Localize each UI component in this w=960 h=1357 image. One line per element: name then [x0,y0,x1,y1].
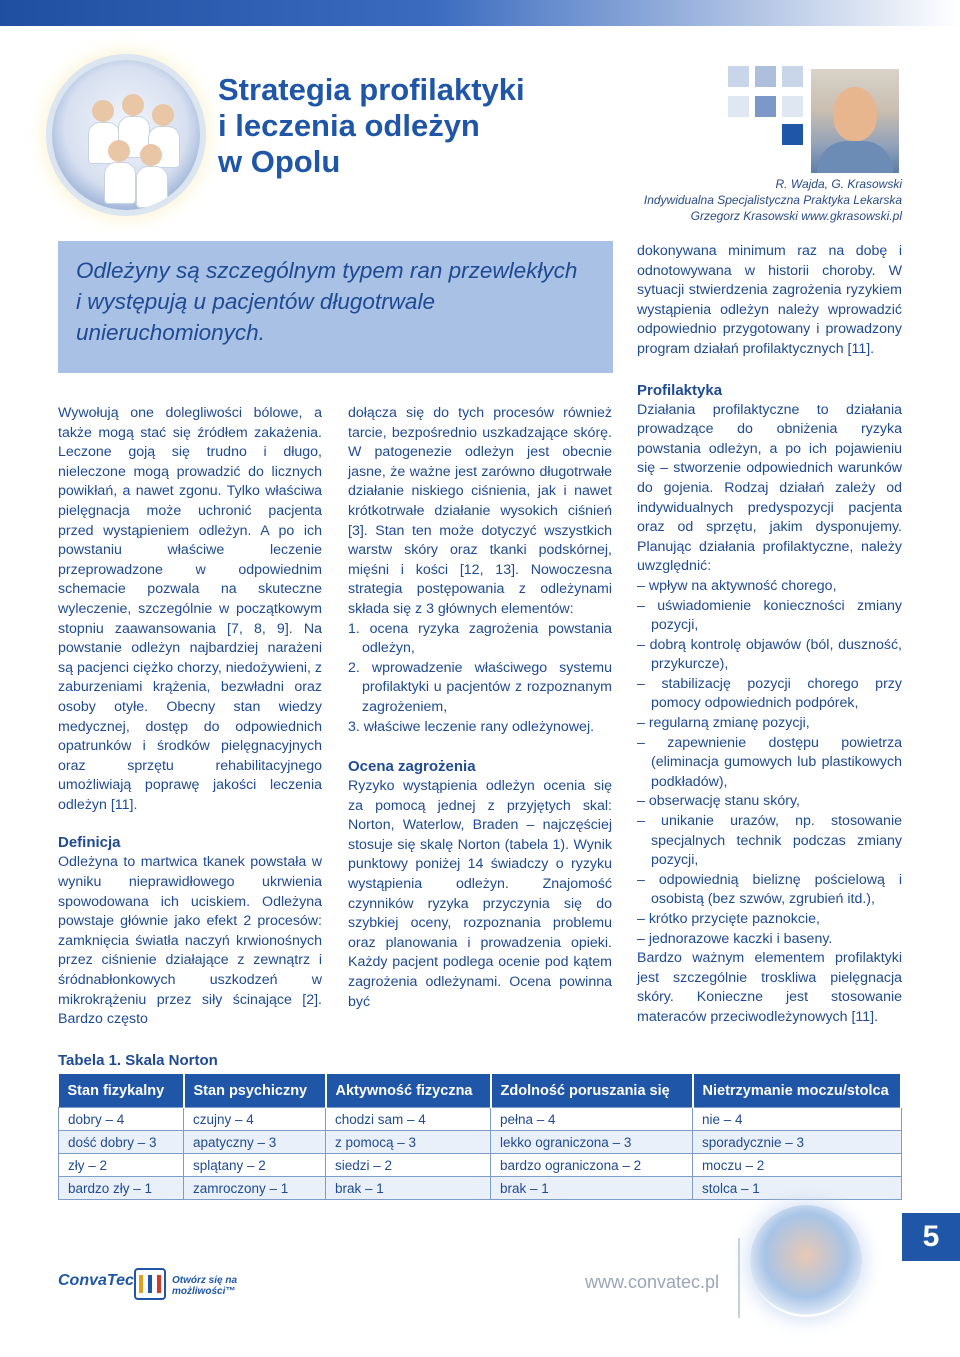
table-cell: brak – 1 [491,1177,693,1200]
convatec-wordmark: ConvaTec [58,1272,134,1289]
table-cell: siedzi – 2 [326,1154,491,1177]
table-cell: bardzo zły – 1 [59,1177,184,1200]
decorative-square-mosaic [728,66,808,148]
team-member-head [92,100,114,122]
author-shirt [817,141,893,173]
table-row [59,1131,902,1154]
convatec-logo [58,1268,278,1298]
table-cell: dobry – 4 [59,1108,184,1131]
lead-text: Odleżyny są szczególnym typem ran przewlekłych i występują u pacjentów długotrwale unieruchomionych. [76,258,578,345]
footer-divider [738,1238,740,1318]
team-member-head [140,144,162,166]
intro-paragraph: Wywołują one dolegliwości bólowe, a także mogą stać się źródłem zakażenia. Leczone goją się trudno i długo, nieleczone mogą prowadzić do licznych powikłań, a nawet zgonu. Tylko właściwa pielęgnacja może uchronić pacjenta przed wystąpieniem odleżyn. A po ich powstaniu właściwe leczenie przeprowadzone w odpowiednim schemacie pozwala na skuteczne wyleczenie, szczególnie w początkowym stopniu zaawansowania [7, 8, 9]. Na powstanie odleżyn najbardziej narażeni są pacjenci ciężko chorzy, niedożywieni, z zaburzeniami krążenia, bezwładni oraz osoby otyłe. Obecny stan wiedzy medycznej, dostęp do odpowiednich opatrunków i środków pielęgnacyjnych oraz sprzętu rehabilitacyjnego umożliwiają poprawę jakości leczenia odleżyn [11]. [58,405,322,813]
column-header: Zdolność poruszania się [491,1074,693,1108]
emblem-bar [157,1275,161,1293]
article-title [218,72,638,180]
table-cell: sporadycznie – 3 [693,1131,902,1154]
lead-box [58,241,613,373]
credits-practice: Indywidualna Specjalistyczna Praktyka Lekarska [643,193,902,207]
definition-heading: Definicja [58,834,121,852]
strategy-steps-list [348,620,612,738]
table-cell: zamroczony – 1 [184,1177,326,1200]
prevention-heading: Profilaktyka [637,381,723,399]
title-line: Strategia profilaktyki [218,72,525,107]
table-cell: chodzi sam – 4 [326,1108,491,1131]
table-caption: Tabela 1. Skala Norton [58,1052,218,1069]
list-item: – obserwację stanu skóry, [637,793,800,810]
table-cell: dość dobry – 3 [59,1131,184,1154]
title-line: w Opolu [218,144,341,179]
author-credits [644,176,902,224]
mosaic-tile [755,96,776,117]
team-member-coat [104,162,136,204]
table-cell: moczu – 2 [693,1154,902,1177]
list-item: – odpowiednią bieliznę pościelową i osobistą (bez szwów, zgrubień itd.), [637,871,902,908]
table-cell: czujny – 4 [184,1108,326,1131]
author-face [833,87,877,141]
column-header: Nietrzymanie moczu/stolca [693,1074,902,1108]
list-item: – krótko przycięte paznokcie, [637,911,820,927]
column-2 [348,404,612,1012]
table-row [59,1154,902,1177]
table-header-row [59,1074,902,1108]
team-member-head [122,94,144,116]
closing-paragraph: Bardzo ważnym elementem profilaktyki jest szczególnie troskliwa pielęgnacja skóry. Konieczne jest stosowanie materaców przeciwodleżynowych [11]. [637,950,902,1025]
list-item: 1. ocena ryzyka zagrożenia powstania odleżyn, [348,620,612,657]
list-item: – unikanie urazów, np. stosowanie specjalnych technik podczas zmiany pozycji, [637,813,902,869]
list-item: – uświadomienie konieczności zmiany pozycji, [637,597,902,634]
column-header: Aktywność fizyczna [326,1074,491,1108]
table-row [59,1108,902,1131]
table-cell: splątany – 2 [184,1154,326,1177]
page-number: 5 [902,1213,960,1261]
list-item: – regularną zmianę pozycji, [637,715,810,732]
mosaic-tile [782,96,803,117]
continuation-paragraph: dokonywana minimum raz na dobę i odnotowywana w historii choroby. W sytuacji stwierdzenia zagrożenia ryzykiem wystąpienia odleżyn należy wprowadzić odpowiednio przygotowany i prowadzony program działań profilaktycznych [11]. [637,243,902,357]
list-item: – dobrą kontrolę objawów (ból, duszność, przykurcze), [637,636,902,673]
list-item: 2. wprowadzenie właściwego systemu profilaktyki u pacjentów z rozpoznanym zagrożeniem, [348,659,612,715]
pathogenesis-paragraph: dołącza się do tych procesów również tarcie, bezpośrednio uszkadzające skórę. W patogenezie odleżyn jest obecnie jasne, że ważne jest zarówno długotrwałe działanie niskiego ciśnienia, jak i nawet krótkotrwałe działanie wysokich ciśnień [3]. Stan ten może dotyczyć wszystkich warstw skóry oraz tkanki podskórnej, mięśni i kości [12, 13]. Nowoczesna strategia postępowania z odleżynami składa się z 3 głównych elementów: [348,405,612,617]
credits-owner-web: Grzegorz Krasowski www.gkrasowski.pl [690,209,902,223]
column-1 [58,404,322,1030]
medical-team-photo [52,60,200,210]
top-gradient-bar [0,0,960,26]
mosaic-tile [782,66,803,87]
convatec-emblem-icon [134,1268,166,1300]
table-cell: lekko ograniczona – 3 [491,1131,693,1154]
column-header: Stan fizykalny [59,1074,184,1108]
table-cell: zły – 2 [59,1154,184,1177]
mosaic-tile [755,66,776,87]
team-member-head [152,104,174,126]
table-cell: apatyczny – 3 [184,1131,326,1154]
convatec-slogan: Otwórz się na możliwości™ [172,1275,238,1297]
mosaic-tile [782,124,803,145]
mosaic-tile [728,96,749,117]
emblem-bar [148,1275,152,1293]
emblem-bar [139,1275,143,1293]
list-item: – wpływ na aktywność chorego, [637,577,837,594]
table-row [59,1177,902,1200]
list-item: 3. właściwe leczenie rany odleżynowej. [348,718,595,735]
list-item: – stabilizację pozycji chorego przy pomocy odpowiednich podpórek, [637,675,902,712]
table-cell: pełna – 4 [491,1108,693,1131]
team-member-coat [136,166,168,208]
author-portrait [811,69,899,173]
table-cell: bardzo ograniczona – 2 [491,1154,693,1177]
definition-paragraph: Odleżyna to martwica tkanek powstała w wyniku nieprawidłowego ukrwienia spowodowana ich uciskiem. Odleżyna powstaje głównie jako efekt 2 procesów: zamknięcia światła naczyń krwionośnych przez ciśnienie działające z zewnątrz i śródnabłonkowych uszkodzeń w mikrokrążeniu przez siły ścinające [2]. Bardzo często [58,854,322,1028]
prevention-intro: Działania profilaktyczne to działania prowadzące do obniżenia ryzyka powstania odleżyn, a po ich pojawieniu się – stworzenie odpowiednich warunków do gojenia. Rodzaj działań zależy od indywidualnych predyspozycji pacjenta oraz od sprzętu, jakim dysponujemy. Planując działania profilaktyczne, należy uwzględnić: [637,401,902,575]
column-3 [637,242,902,1028]
mother-child-photo [750,1205,862,1317]
risk-assessment-heading: Ocena zagrożenia [348,758,476,776]
table-cell: z pomocą – 3 [326,1131,491,1154]
column-header: Stan psychiczny [184,1074,326,1108]
table-cell: stolca – 1 [693,1177,902,1200]
team-member-head [108,140,130,162]
credits-authors: R. Wajda, G. Krasowski [775,177,902,191]
table-cell: brak – 1 [326,1177,491,1200]
title-line: i leczenia odleżyn [218,108,480,143]
mosaic-tile [728,66,749,87]
list-item: – jednorazowe kaczki i baseny. [637,930,833,947]
list-item: – zapewnienie dostępu powietrza (eliminacja gumowych lub plastikowych podkładów), [637,734,902,790]
footer-url-link[interactable]: www.convatec.pl [585,1272,720,1292]
prevention-list [637,577,902,949]
norton-scale-table [58,1074,902,1200]
risk-assessment-paragraph: Ryzyko wystąpienia odleżyn ocenia się za pomocą jednej z przyjętych skal: Norton, Waterlow, Braden – najczęściej stosuje się skalę Norton (tabela 1). Wynik punktowy poniżej 14 świadczy o ryzyku wystąpienia odleżyn. Znajomość czynników ryzyka przyczynia się do szybkiej oceny, rozpoznania problemu oraz planowania i prowadzenia opieki. Każdy pacjent podlega ocenie pod kątem zagrożenia odleżynami. Ocena powinna być [348,778,612,1010]
table-cell: nie – 4 [693,1108,902,1131]
